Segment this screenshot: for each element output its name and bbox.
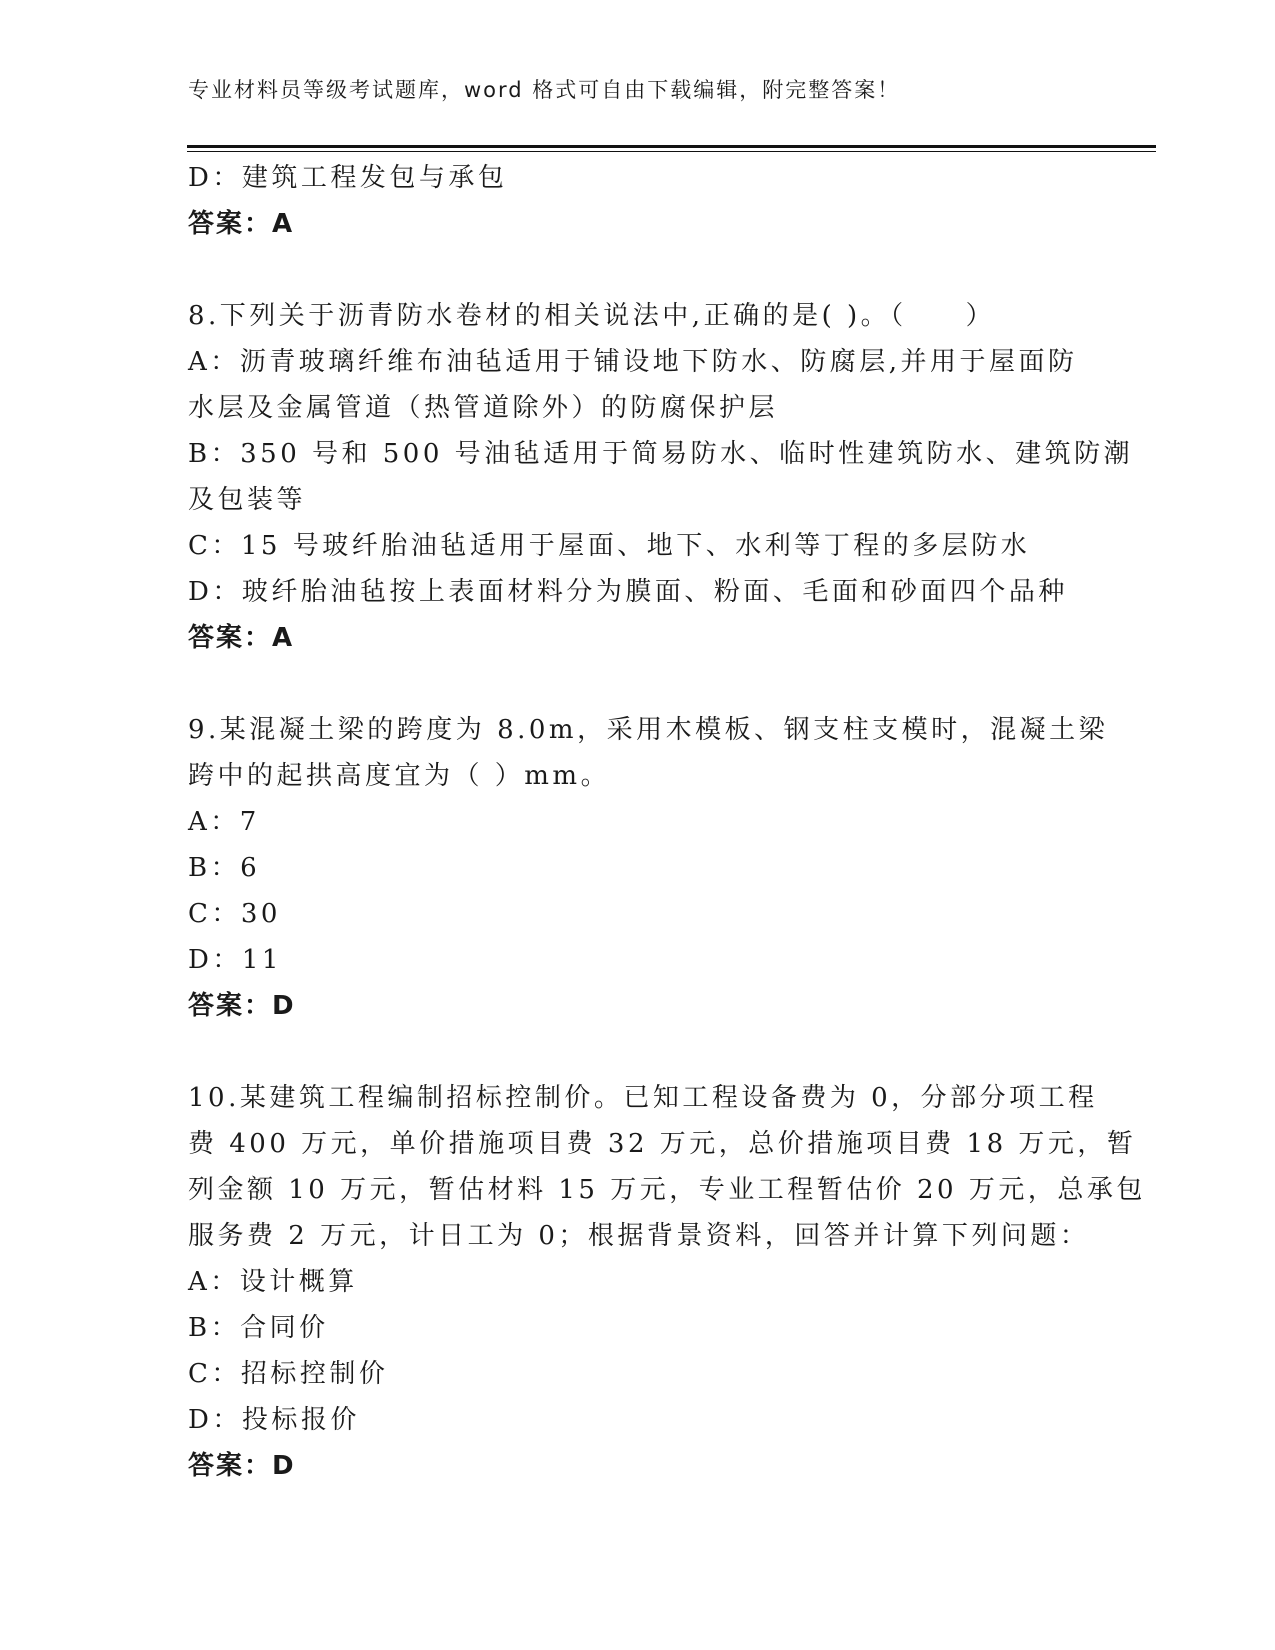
option-line: B：合同价 (188, 1313, 329, 1343)
answer-line: 答案：A (188, 209, 295, 239)
spacer (188, 247, 1088, 293)
question-line: 8.下列关于沥青防水卷材的相关说法中,正确的是( )。（ ） (188, 301, 996, 331)
option-line: B：6 (188, 853, 261, 883)
question-block (188, 293, 1134, 661)
page-header: 专业材料员等级考试题库，word 格式可自由下载编辑，附完整答案！ (188, 78, 901, 102)
question-block (188, 707, 1109, 1029)
question-line: 列金额 10 万元，暂估材料 15 万元，专业工程暂估价 20 万元，总承包 (188, 1175, 1146, 1205)
spacer (188, 661, 1088, 707)
header-rule-thin (187, 151, 1156, 152)
question-line: 9.某混凝土梁的跨度为 8.0m，采用木模板、钢支柱支模时，混凝土梁 (188, 715, 1109, 745)
option-line: 及包装等 (188, 485, 307, 515)
option-line: B：350 号和 500 号油毡适用于简易防水、临时性建筑防水、建筑防潮 (188, 439, 1134, 469)
option-line: D：建筑工程发包与承包 (188, 163, 508, 193)
option-line: D：玻纤胎油毡按上表面材料分为膜面、粉面、毛面和砂面四个品种 (188, 577, 1068, 607)
answer-line: 答案：A (188, 623, 295, 653)
option-line: A：沥青玻璃纤维布油毡适用于铺设地下防水、防腐层,并用于屋面防 (188, 347, 1078, 377)
option-line: C：15 号玻纤胎油毡适用于屋面、地下、水利等丁程的多层防水 (188, 531, 1031, 561)
question-line: 费 400 万元，单价措施项目费 32 万元，总价措施项目费 18 万元，暂 (188, 1129, 1137, 1159)
document-body (188, 155, 1146, 1489)
spacer (188, 1029, 1088, 1075)
option-line: C：招标控制价 (188, 1359, 389, 1389)
option-line: C：30 (188, 899, 281, 929)
question-line: 10.某建筑工程编制招标控制价。已知工程设备费为 0，分部分项工程 (188, 1083, 1098, 1113)
question-block (188, 1075, 1146, 1489)
option-line: A：7 (188, 807, 260, 837)
option-line: D：投标报价 (188, 1405, 360, 1435)
question-line: 服务费 2 万元，计日工为 0；根据背景资料，回答并计算下列问题： (188, 1221, 1090, 1251)
option-line: D：11 (188, 945, 282, 975)
answer-line: 答案：D (188, 991, 296, 1021)
header-rule-thick (187, 145, 1156, 148)
answer-line: 答案：D (188, 1451, 296, 1481)
question-line: 跨中的起拱高度宜为（ ）mm。 (188, 761, 611, 791)
option-line: 水层及金属管道（热管道除外）的防腐保护层 (188, 393, 779, 423)
question-block (188, 155, 1088, 247)
option-line: A：设计概算 (188, 1267, 358, 1297)
